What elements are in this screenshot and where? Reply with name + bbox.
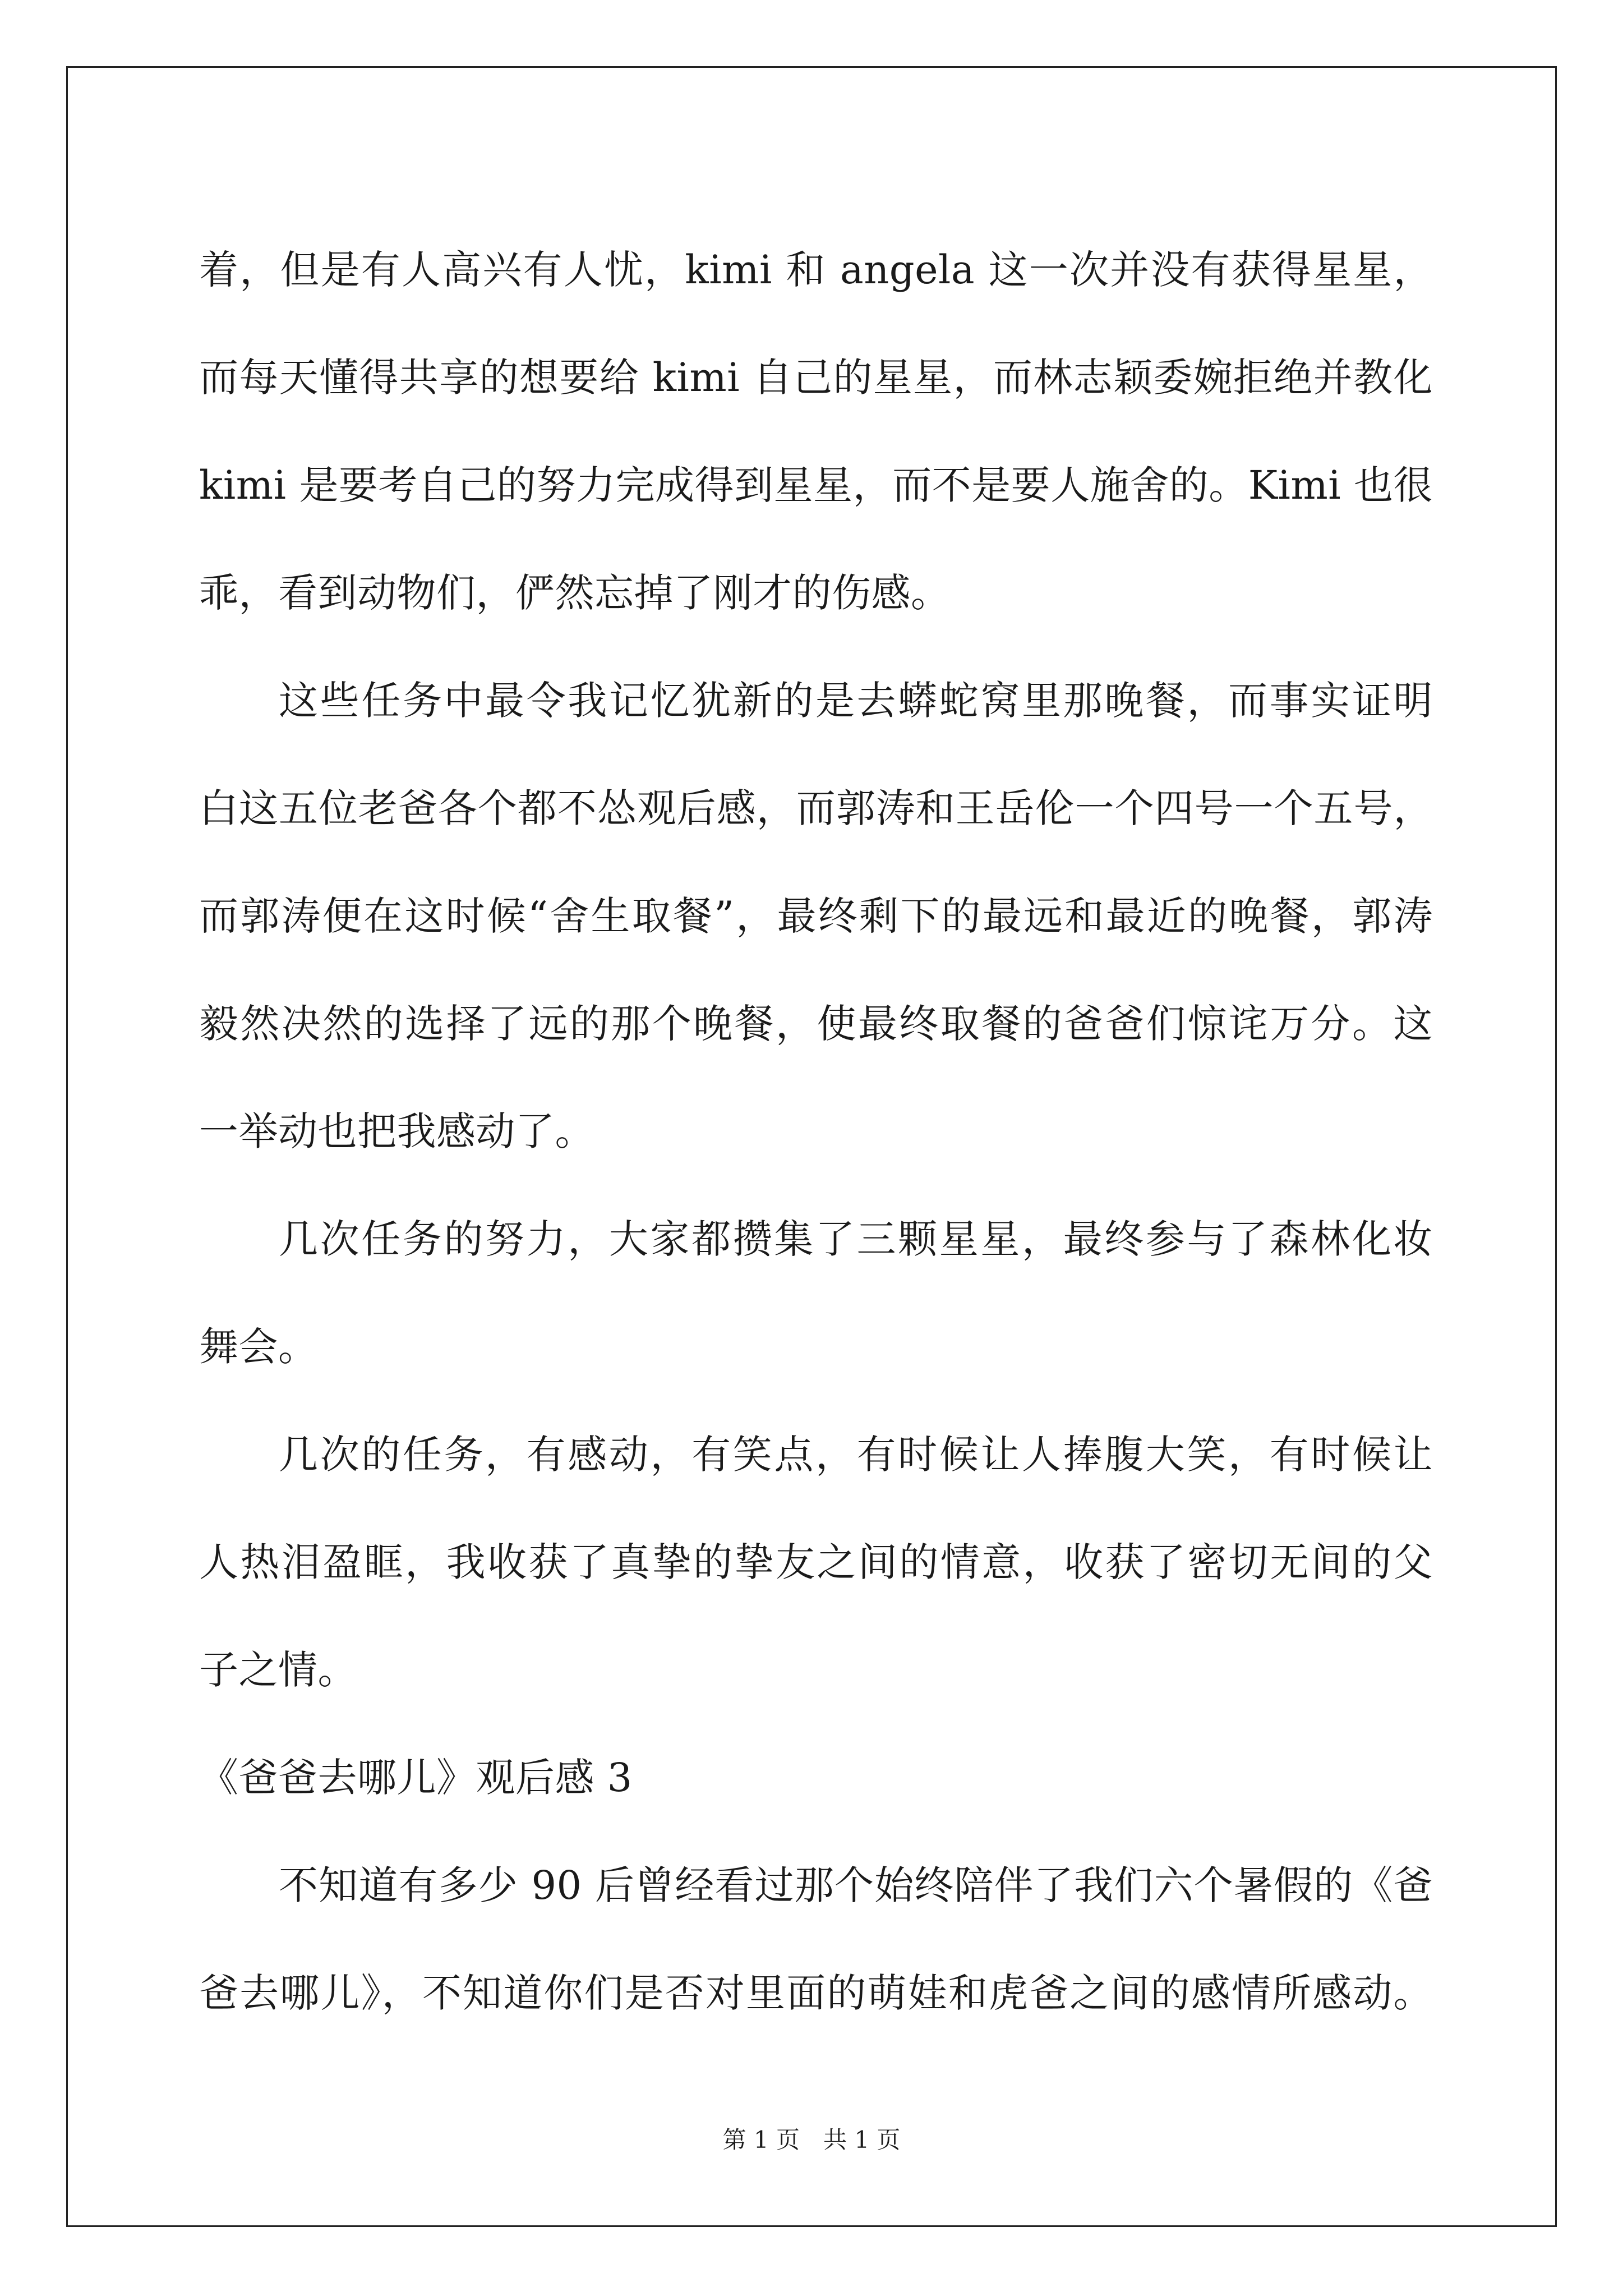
text-line: 而郭涛便在这时候“舍生取餐”，最终剩下的最远和最近的晚餐，郭涛: [199, 893, 1433, 939]
text-line: 几次任务的努力，大家都攒集了三颗星星，最终参与了森林化妆: [279, 1216, 1433, 1262]
text-line: 乖，看到动物们，俨然忘掉了刚才的伤感。: [199, 570, 951, 616]
text-line: 人热泪盈眶，我收获了真挚的挚友之间的情意，收获了密切无间的父: [199, 1539, 1433, 1585]
text-line: 毅然决然的选择了远的那个晚餐，使最终取餐的爸爸们惊诧万分。这: [199, 1001, 1433, 1047]
text-line: 着，但是有人高兴有人忧，kimi 和 angela 这一次并没有获得星星，: [199, 247, 1433, 293]
text-line: 白这五位老爸各个都不怂观后感，而郭涛和王岳伦一个四号一个五号，: [199, 785, 1433, 831]
text-line: 这些任务中最令我记忆犹新的是去蟒蛇窝里那晚餐，而事实证明: [279, 678, 1433, 724]
page-footer: 第 1 页 共 1 页: [722, 2126, 901, 2154]
text-line: 几次的任务，有感动，有笑点，有时候让人捧腹大笑，有时候让: [279, 1432, 1433, 1478]
section-heading: 《爸爸去哪儿》观后感 3: [199, 1755, 633, 1801]
text-line: 一举动也把我感动了。: [199, 1108, 594, 1154]
text-line: 爸去哪儿》，不知道你们是否对里面的萌娃和虎爸之间的感情所感动。: [199, 1970, 1433, 2016]
text-line: kimi 是要考自己的努力完成得到星星，而不是要人施舍的。Kimi 也很: [199, 462, 1433, 508]
text-line: 子之情。: [199, 1647, 357, 1693]
text-line: 舞会。: [199, 1324, 318, 1370]
document-body: [199, 216, 1433, 2047]
text-line: 不知道有多少 90 后曾经看过那个始终陪伴了我们六个暑假的《爸: [279, 1862, 1433, 1908]
text-line: 而每天懂得共享的想要给 kimi 自己的星星，而林志颖委婉拒绝并教化: [199, 355, 1433, 401]
